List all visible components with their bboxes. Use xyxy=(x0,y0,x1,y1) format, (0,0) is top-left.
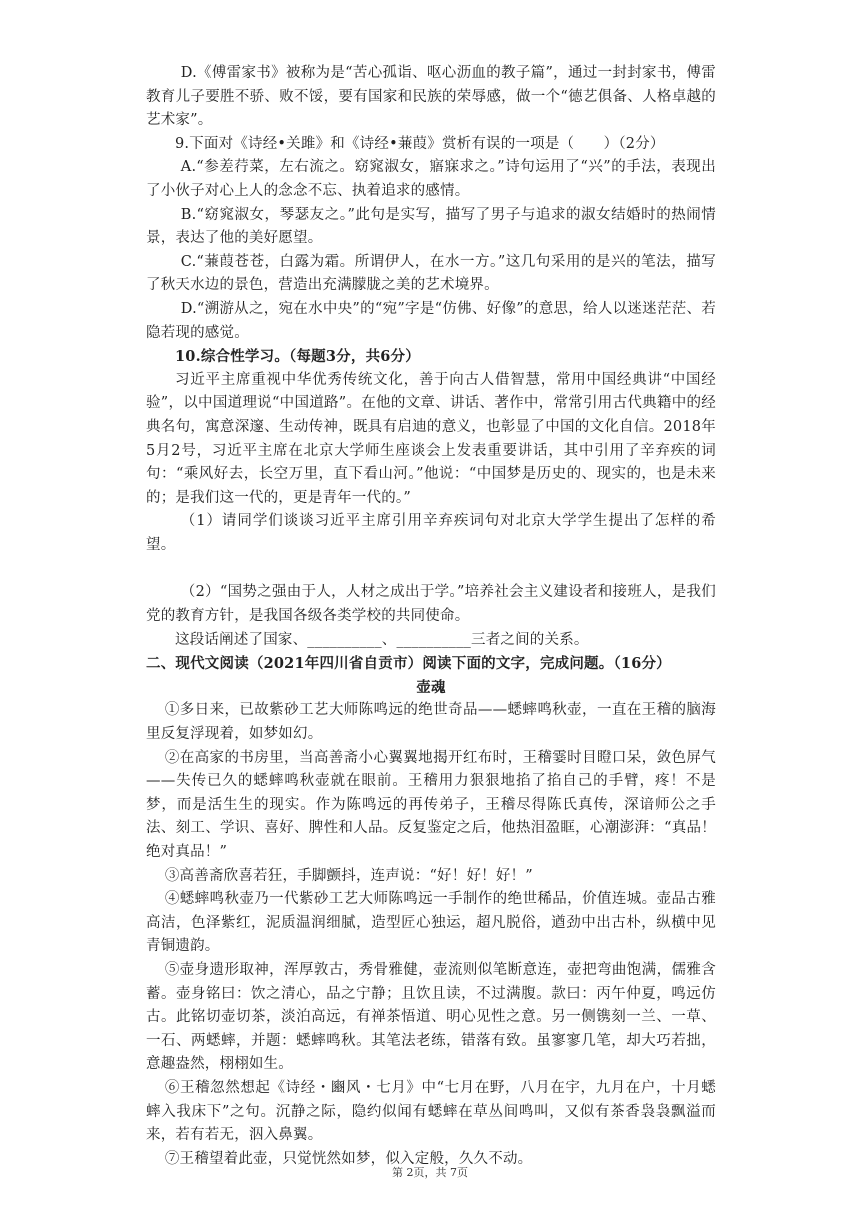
article-title: 壶魂 xyxy=(416,678,446,696)
q9-option-c: C.“蒹葭苍苍，白露为霜。所谓伊人，在水一方。”这几句采用的是兴的笔法，描写了秋天水边的景色，营造出充满朦胧之美的艺术境界。 xyxy=(146,253,716,294)
q10-fill-blank: 这段话阐述了国家、__________、__________三者之间的关系。 xyxy=(175,631,589,648)
q9-option-a: A.“参差荇菜，左右流之。窈窕淑女，寤寐求之。”诗句运用了“兴”的手法，表现出了小伙子对心上人的念念不忘、执着追求的感情。 xyxy=(146,159,716,199)
answer-space xyxy=(146,557,716,581)
section2-heading: 二、现代文阅读（2021年四川省自贡市）阅读下面的文字，完成问题。（16分） xyxy=(146,655,671,673)
q10-passage: 习近平主席重视中华优秀传统文化，善于向古人借智慧，常用中国经典讲“中国经验”，以中国道理说“中国道路”。在他的文章、讲话、著作中，常常引用古代典籍中的经典名句，寓意深邃、生动传神，既具有启迪的意义，也彰显了中国的文化自信。2018年5月2号，习近平主席在北京大学师生座谈会上发表重要讲话，其中引用了辛弃疾的词句：“乘风好去，长空万里，直下看山河。”他说：“中国梦是历史的、现实的，也是未来的；是我们这一代的，更是青年一代的。” xyxy=(146,371,716,506)
article-paragraph-6: ⑥王稽忽然想起《诗经・豳风・七月》中“七月在野，八月在宇，九月在户，十月蟋蟀入我床下”之句。沉静之际，隐约似闻有蟋蟀在草丛间鸣叫，又似有茶香袅袅飘溢而来，若有若无，泅入鼻翼。 xyxy=(146,1079,716,1144)
article-paragraph-5: ⑤壶身遗形取神，浑厚敦古，秀骨雅健，壶流则似笔断意连，壶把弯曲饱满，儒雅含蓄。壶身铭曰：饮之清心，品之宁静；且饮且读，不过满腹。款曰：丙午仲夏，鸣远仿古。此铭切壶切茶，淡泊高远，有禅茶悟道、明心见性之意。另一侧镌刻一兰、一草、一石、两蟋蟀，并题：蟋蟀鸣秋。其笔法老练，错落有致。虽寥寥几笔，却大巧若拙，意趣盎然，栩栩如生。 xyxy=(146,961,716,1073)
article-paragraph-1: ①多日来，已故紫砂工艺大师陈鸣远的绝世奇品——蟋蟀鸣秋壶，一直在王稽的脑海里反复浮现着，如梦如幻。 xyxy=(146,702,716,743)
page-footer: 第 2页，共 7页 xyxy=(392,1166,468,1179)
q8-option-d: D.《傅雷家书》被称为是“苦心孤诣、呕心沥血的教子篇”，通过一封封家书，傅雷教育儿子要胜不骄、败不馁，要有国家和民族的荣辱感，做一个“德艺俱备、人格卓越的艺术家”。 xyxy=(146,65,716,129)
q9-stem: 9.下面对《诗经•关雎》和《诗经•蒹葭》赏析有误的一项是（ ）（2分） xyxy=(175,135,665,152)
q9-option-b: B.“窈窕淑女，琴瑟友之。”此句是实写，描写了男子与追求的淑女结婚时的热闹情景，表达了他的美好愿望。 xyxy=(146,206,716,247)
article-paragraph-4: ④蟋蟀鸣秋壶乃一代紫砂工艺大师陈鸣远一手制作的绝世稀品，价值连城。壶品古雅高洁，色泽紫红，泥质温润细腻，造型匠心独运，超凡脱俗，遒劲中出古朴，纵横中见青铜遗韵。 xyxy=(146,891,716,955)
article-paragraph-7: ⑦王稽望着此壶，只觉恍然如梦，似入定般，久久不动。 xyxy=(164,1150,533,1167)
q10-heading: 10.综合性学习。（每题3分，共6分） xyxy=(175,348,420,366)
page-content xyxy=(146,62,716,1171)
q10-subquestion-1: （1）请同学们谈谈习近平主席引用辛弃疾词句对北京大学学生提出了怎样的希望。 xyxy=(146,513,716,553)
q9-option-d: D.“溯游从之，宛在水中央”的“宛”字是“仿佛、好像”的意思，给人以迷迷茫茫、若隐若现的感觉。 xyxy=(146,300,716,341)
article-paragraph-2: ②在高家的书房里，当高善斋小心翼翼地揭开红布时，王稽霎时目瞪口呆，敛色屏气——失传已久的蟋蟀鸣秋壶就在眼前。王稽用力狠狠地掐了掐自己的手臂，疼！不是梦，而是活生生的现实。作为陈鸣远的再传弟子，王稽尽得陈氏真传，深谙师公之手法、刻工、学识、喜好、脾性和人品。反复鉴定之后，他热泪盈眶，心潮澎湃：“真品！绝对真品！” xyxy=(146,749,716,860)
q10-subquestion-2: （2）“国势之强由于人，人材之成出于学。”培养社会主义建设者和接班人，是我们党的教育方针，是我国各级各类学校的共同使命。 xyxy=(146,584,716,625)
article-paragraph-3: ③高善斋欣喜若狂，手脚颤抖，连声说：“好！好！好！” xyxy=(164,867,533,884)
